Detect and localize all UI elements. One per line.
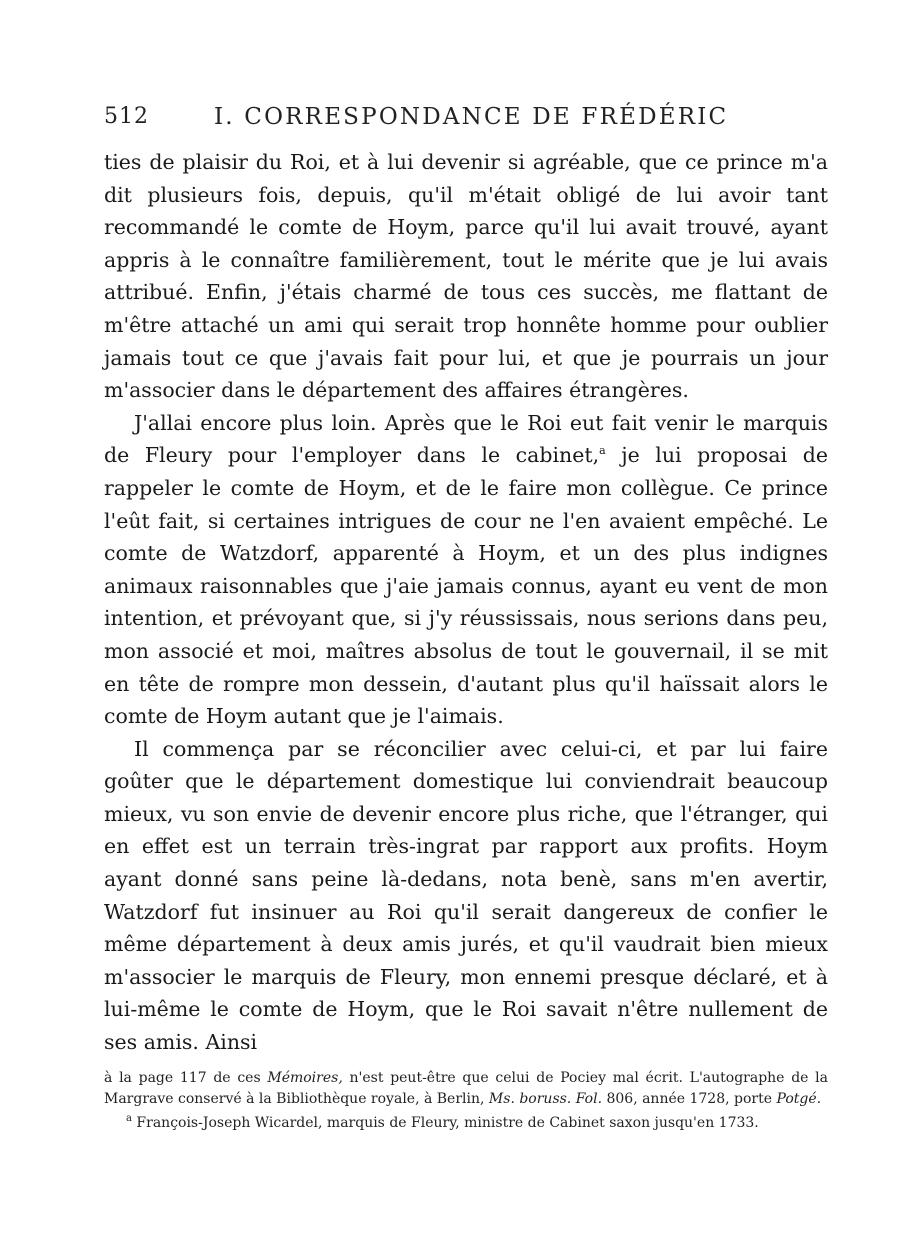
running-title: I. CORRESPONDANCE DE FRÉDÉRIC [214,104,729,130]
body-text [104,146,828,1059]
footnote-cont-text-3: 806, année 1728, porte [602,1090,777,1107]
page-header [104,104,824,136]
footnote-a [104,1113,828,1134]
footnote-cont-text-1: à la page 117 de ces [104,1070,268,1086]
paragraph-3: Il commença par se réconcilier avec celui-ci, et par lui faire goûter que le département domestique lui conviendrait beaucoup mieux, vu son envie de devenir encore plus riche, que l'étranger, qui en effet est un terrain très-ingrat par rapport aux profits. Hoym ayant donné sans peine là-dedans, nota benè, sans m'en avertir, Watzdorf fut insinuer au Roi qu'il serait dangereux de confier le même département à deux amis jurés, et qu'il vaudrait bien mieux m'associer le marquis de Fleury, mon ennemi presque déclaré, et à lui-même le comte de Hoym, que le Roi savait n'être nullement de ses amis. Ainsi [104,736,828,1055]
paragraph-2 [104,407,828,733]
footnote-a-text: François-Joseph Wicardel, marquis de Fleury, ministre de Cabinet saxon jusqu'en 1733. [131,1115,759,1131]
paragraph-2-part-2: je lui proposai de rappeler le comte de Hoym, et de le faire mon collègue. Ce prince l'eût fait, si certaines intrigues de cour ne l'en avaient empêché. Le comte de Watzdorf, apparenté à Hoym, et un des plus indignes animaux raisonnables que j'aie jamais connus, ayant eu vent de mon intention, et prévoyant que, si j'y réussissais, nous serions dans peu, mon associé et moi, maîtres absolus de tout le gouvernail, il se mit en tête de rompre mon dessein, d'autant plus qu'il haïssait alors le comte de Hoym autant que je l'aimais. [104,443,828,729]
footnote-marker-a: a [599,444,606,458]
footnote-memoires: Mémoires, [267,1070,343,1086]
page-number: 512 [104,104,149,129]
footnote-manuscript-ref: Ms. boruss. Fol. [488,1090,603,1107]
footnote-a-marker: a [126,1113,132,1124]
footnotes [104,1068,828,1134]
footnote-continuation [104,1068,828,1109]
footnote-cont-text-2: n'est peut-être que celui de Pociey mal écrit. L'autographe de la Margrave conservé à la Bibliothèque royale, à Berlin, [104,1070,828,1107]
footnote-potge: Potgé. [776,1090,822,1107]
paragraph-2-part-1: J'allai encore plus loin. Après que le Roi eut fait venir le marquis de Fleury pour l'employer dans le cabinet, [104,410,828,468]
paragraph-1: ties de plaisir du Roi, et à lui devenir si agréable, que ce prince m'a dit plusieurs fois, depuis, qu'il m'était obligé de lui avoir tant recommandé le comte de Hoym, parce qu'il lui avait trouvé, ayant appris à le connaître familièrement, tout le mérite que je lui avais attribué. Enfin, j'étais charmé de tous ces succès, me flattant de m'être attaché un ami qui serait trop honnête homme pour oublier jamais tout ce que j'avais fait pour lui, et que je pourrais un jour m'associer dans le département des affaires étrangères. [104,150,828,403]
